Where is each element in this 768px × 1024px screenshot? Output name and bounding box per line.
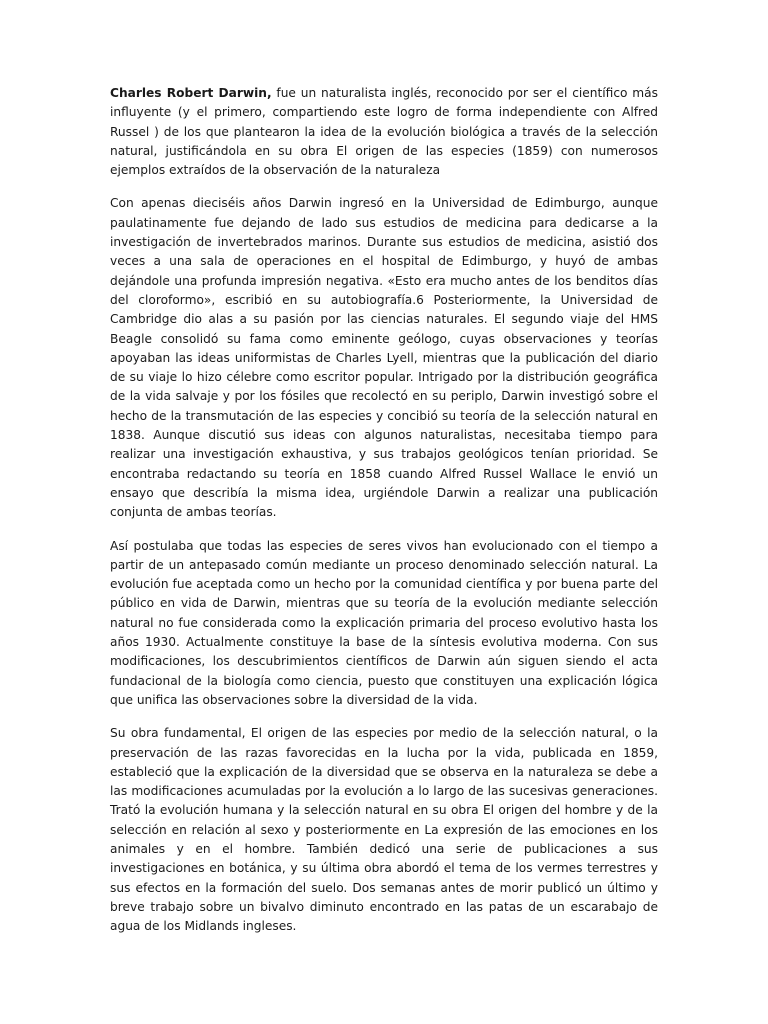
paragraph-intro bbox=[110, 84, 658, 180]
subject-name: Charles Robert Darwin, bbox=[110, 86, 272, 100]
paragraph-biography: Con apenas dieciséis años Darwin ingresó en la Universidad de Edimburgo, aunque paulatinamente fue dejando de lado sus estudios de medicina para dedicarse a la investigación de invertebrados marinos. Durante sus estudios de medicina, asistió dos veces a una sala de operaciones en el hospital de Edimburgo, y huyó de ambas dejándole una profunda impresión negativa. «Esto era mucho antes de los benditos días del cloroformo», escribió en su autobiografía.6 Posteriormente, la Universidad de Cambridge dio alas a su pasión por las ciencias naturales. El segundo viaje del HMS Beagle consolidó su fama como eminente geólogo, cuyas observaciones y teorías apoyaban las ideas uniformistas de Charles Lyell, mientras que la publicación del diario de su viaje lo hizo célebre como escritor popular. Intrigado por la distribución geográfica de la vida salvaje y por los fósiles que recolectó en su periplo, Darwin investigó sobre el hecho de la transmutación de las especies y concibió su teoría de la selección natural en 1838. Aunque discutió sus ideas con algunos naturalistas, necesitaba tiempo para realizar una investigación exhaustiva, y sus trabajos geológicos tenían prioridad. Se encontraba redactando su teoría en 1858 cuando Alfred Russel Wallace le envió un ensayo que describía la misma idea, urgiéndole Darwin a realizar una publicación conjunta de ambas teorías. bbox=[110, 196, 658, 520]
paragraph-evolution-theory: Así postulaba que todas las especies de seres vivos han evolucionado con el tiempo a partir de un antepasado común mediante un proceso denominado selección natural. La evolución fue aceptada como un hecho por la comunidad científica y por buena parte del público en vida de Darwin, mientras que su teoría de la evolución mediante selección natural no fue considerada como la explicación primaria del proceso evolutivo hasta los años 1930. Actualmente constituye la base de la síntesis evolutiva moderna. Con sus modificaciones, los descubrimientos científicos de Darwin aún siguen siendo el acta fundacional de la biología como ciencia, puesto que constituyen una explicación lógica que unifica las observaciones sobre la diversidad de la vida. bbox=[110, 538, 658, 707]
paragraph-intro-text: fue un naturalista inglés, reconocido por ser el científico más influyente (y el primero, compartiendo este logro de forma independiente con Alfred Russel ) de los que plantearon la idea de la evolución biológica a través de la selección natural, justificándola en su obra El origen de las especies (1859) con numerosos ejemplos extraídos de la observación de la naturaleza bbox=[110, 86, 659, 178]
document-page bbox=[110, 84, 658, 950]
paragraph-works: Su obra fundamental, El origen de las especies por medio de la selección natural, o la preservación de las razas favorecidas en la lucha por la vida, publicada en 1859, estableció que la explicación de la diversidad que se observa en la naturaleza se debe a las modificaciones acumuladas por la evolución a lo largo de las sucesivas generaciones. Trató la evolución humana y la selección natural en su obra El origen del hombre y de la selección en relación al sexo y posteriormente en La expresión de las emociones en los animales y en el hombre. También dedicó una serie de publicaciones a sus investigaciones en botánica, y su última obra abordó el tema de los vermes terrestres y sus efectos en la formación del suelo. Dos semanas antes de morir publicó un último y breve trabajo sobre un bivalvo diminuto encontrado en las patas de un escarabajo de agua de los Midlands ingleses. bbox=[110, 726, 658, 934]
